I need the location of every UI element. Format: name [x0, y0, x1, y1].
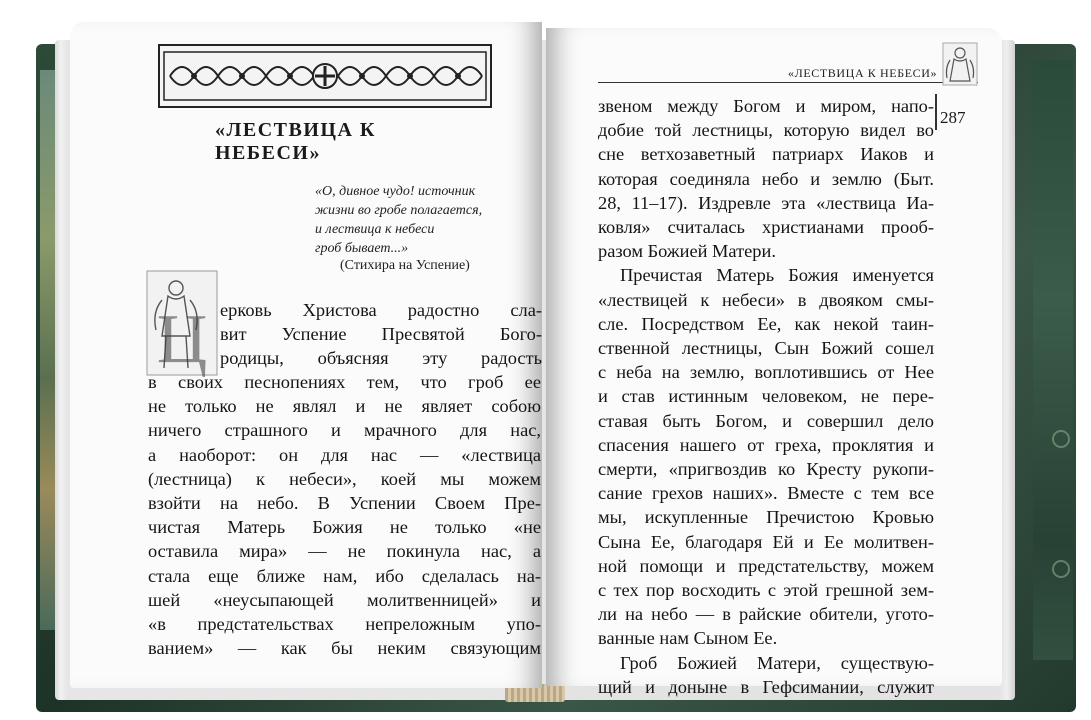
text-line: сне ветхозаветный патриарх Иаков и: [598, 144, 934, 165]
left-page: [70, 22, 542, 688]
text-line: сание грехов наших». Вместе с тем все: [598, 483, 934, 504]
epigraph-source: (Стихира на Успение): [340, 258, 470, 273]
text-line: 28, 11–17). Издревле эта «лествица Иа-: [598, 192, 934, 213]
text-line: которая соединяла небо и землю (Быт.: [598, 168, 934, 189]
text-line: родицы, объясняя эту радость: [220, 348, 542, 369]
epigraph: [315, 182, 515, 258]
text-line: а наоборот: он для нас — «лествица: [148, 444, 541, 465]
text-line: и став истинным человеком, не пере-: [598, 386, 934, 407]
text-line: ванием» — как бы неким связующим: [148, 638, 541, 659]
text-line: Пречистая Матерь Божия именуется: [620, 265, 934, 286]
text-line: (лестница) к небеси», коей мы можем: [148, 468, 541, 489]
text-line: чистая Матерь Божия не только «не: [148, 517, 541, 538]
illuminated-dropcap: [146, 270, 218, 376]
text-line: в своих песнопениях тем, что гроб ее: [148, 372, 541, 392]
page-number: 287: [940, 108, 966, 127]
paragraph-wrapped: [220, 298, 542, 371]
text-line: смерти, «пригвоздив ко Кресту рукопи-: [598, 459, 934, 480]
text-line: не только не являл и не являет собою: [148, 396, 541, 417]
text-line: разом Божией Матери.: [598, 241, 776, 262]
text-line: «лествицей к небеси» в двояком смы-: [598, 289, 934, 310]
text-line: ли на небо — в райские обители, угото-: [598, 604, 934, 625]
text-line: мы, искупленные Пречистою Кровью: [598, 507, 934, 528]
epigraph-line: жизни во гробе полагается,: [315, 203, 483, 218]
cover-ornament-dot: [1052, 430, 1070, 448]
right-page: [546, 28, 1002, 697]
text-line: спасения нашего от греха, проклятия и: [598, 434, 934, 455]
text-line: шей «неусыпающей молитвенницей» и: [148, 589, 541, 610]
text-line: вит Успение Пресвятой Бого-: [220, 324, 542, 345]
text-line: ственной лестницы, Сын Божий сошел: [598, 338, 934, 359]
epigraph-line: «О, дивное чудо! источник: [315, 184, 476, 199]
text-line: взойти на небо. В Успении Своем Пре-: [148, 493, 541, 514]
text-line: звеном между Богом и миром, напо-: [598, 96, 934, 116]
text-line: Гроб Божией Матери, существую-: [620, 652, 934, 673]
text-line: добие той лестницы, которую видел во: [598, 120, 934, 141]
text-line: ничего страшного и мрачного для нас,: [148, 420, 541, 441]
epigraph-line: гроб бывает...»: [315, 241, 409, 256]
text-line: «в предстательствах непреложным упо-: [148, 614, 541, 635]
epigraph-line: и лествица к небеси: [315, 222, 435, 237]
paragraph-body: [148, 370, 541, 660]
chapter-title: «ЛЕСТВИЦА К НЕБЕСИ»: [215, 119, 376, 164]
text-line: щий и доныне в Гефсимании, служит: [598, 676, 934, 697]
text-line: ставая быть Богом, и совершил дело: [598, 410, 934, 431]
angel-vignette: [942, 42, 978, 86]
text-line: ванные нам Сыном Ее.: [598, 628, 778, 649]
text-line: с тех пор восходить с этой грешной зем-: [598, 580, 934, 601]
text-line: ковля» считалась христианами прооб-: [598, 217, 934, 238]
text-line: Сына Ее, благодаря Ей и Ее молитвен-: [598, 531, 934, 552]
running-head: «ЛЕСТВИЦА К НЕБЕСИ»: [788, 66, 938, 80]
page-number-rule: [935, 94, 937, 130]
text-line: оставила мира» — не покинула нас, а: [148, 541, 541, 562]
text-line: сле. Посредством Ее, как некой таин-: [598, 313, 934, 334]
text-line: с неба на землю, воплотившись от Нее: [598, 362, 934, 383]
text-line: ной помощи и предстательству, можем: [598, 555, 934, 576]
cover-ornament-dot: [1052, 560, 1070, 578]
ornamental-headpiece: [158, 44, 492, 108]
text-line: ерковь Христова радостно сла-: [220, 300, 542, 320]
paragraph-body: [598, 94, 934, 699]
dropcap-letter: Ц: [156, 301, 208, 378]
text-line: стала еще ближе нам, ибо сделалась на-: [148, 565, 541, 586]
